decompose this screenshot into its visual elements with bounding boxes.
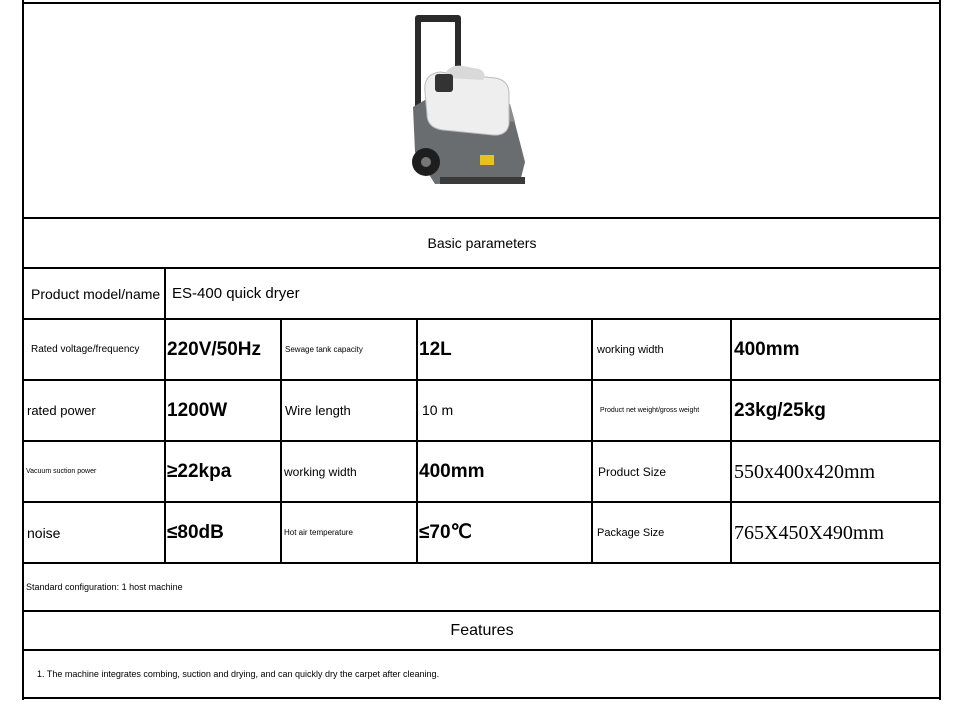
spec-value: 550x400x420mm [734,461,876,483]
table-line [591,318,593,564]
product-image [385,12,560,187]
spec-label: working width [597,343,664,356]
table-line [416,318,418,564]
spec-label: Product net weight/gross weight [600,407,700,414]
spec-value: ≤70℃ [419,522,472,543]
spec-value: 765X450X490mm [734,522,884,544]
table-line [164,267,166,564]
spec-value: 220V/50Hz [167,338,262,360]
standard-configuration: Standard configuration: 1 host machine [26,582,183,592]
model-value: ES-400 quick dryer [172,285,300,302]
spec-label: Vacuum suction power [26,468,97,475]
table-line [22,697,941,699]
spec-label: Wire length [285,403,351,418]
basic-parameters-heading: Basic parameters [427,235,537,251]
spec-label: Product Size [598,464,667,479]
feature-item: 1. The machine integrates combing, suction and drying, and can quickly dry the carpet after cleaning. [37,669,440,679]
spec-value: 400mm [419,460,485,482]
table-line [730,318,732,564]
table-line [280,318,282,564]
spec-label: Package Size [597,526,665,539]
table-line [22,2,941,4]
spec-label: Sewage tank capacity [285,345,363,354]
spec-label: noise [27,524,61,541]
spec-value: 23kg/25kg [734,399,826,421]
spec-label: Hot air temperature [284,528,353,537]
model-label: Product model/name [31,285,161,302]
spec-value: 400mm [734,338,800,360]
spec-label: Rated voltage/frequency [31,344,140,355]
spec-label: rated power [27,403,96,418]
spec-value: 1200W [167,399,228,421]
features-heading: Features [450,621,514,639]
spec-value: 12L [419,338,452,360]
spec-label: working width [284,464,357,479]
spec-value: ≤80dB [167,521,224,543]
spec-value: ≥22kpa [167,460,232,482]
spec-value: 10 m [422,401,454,418]
